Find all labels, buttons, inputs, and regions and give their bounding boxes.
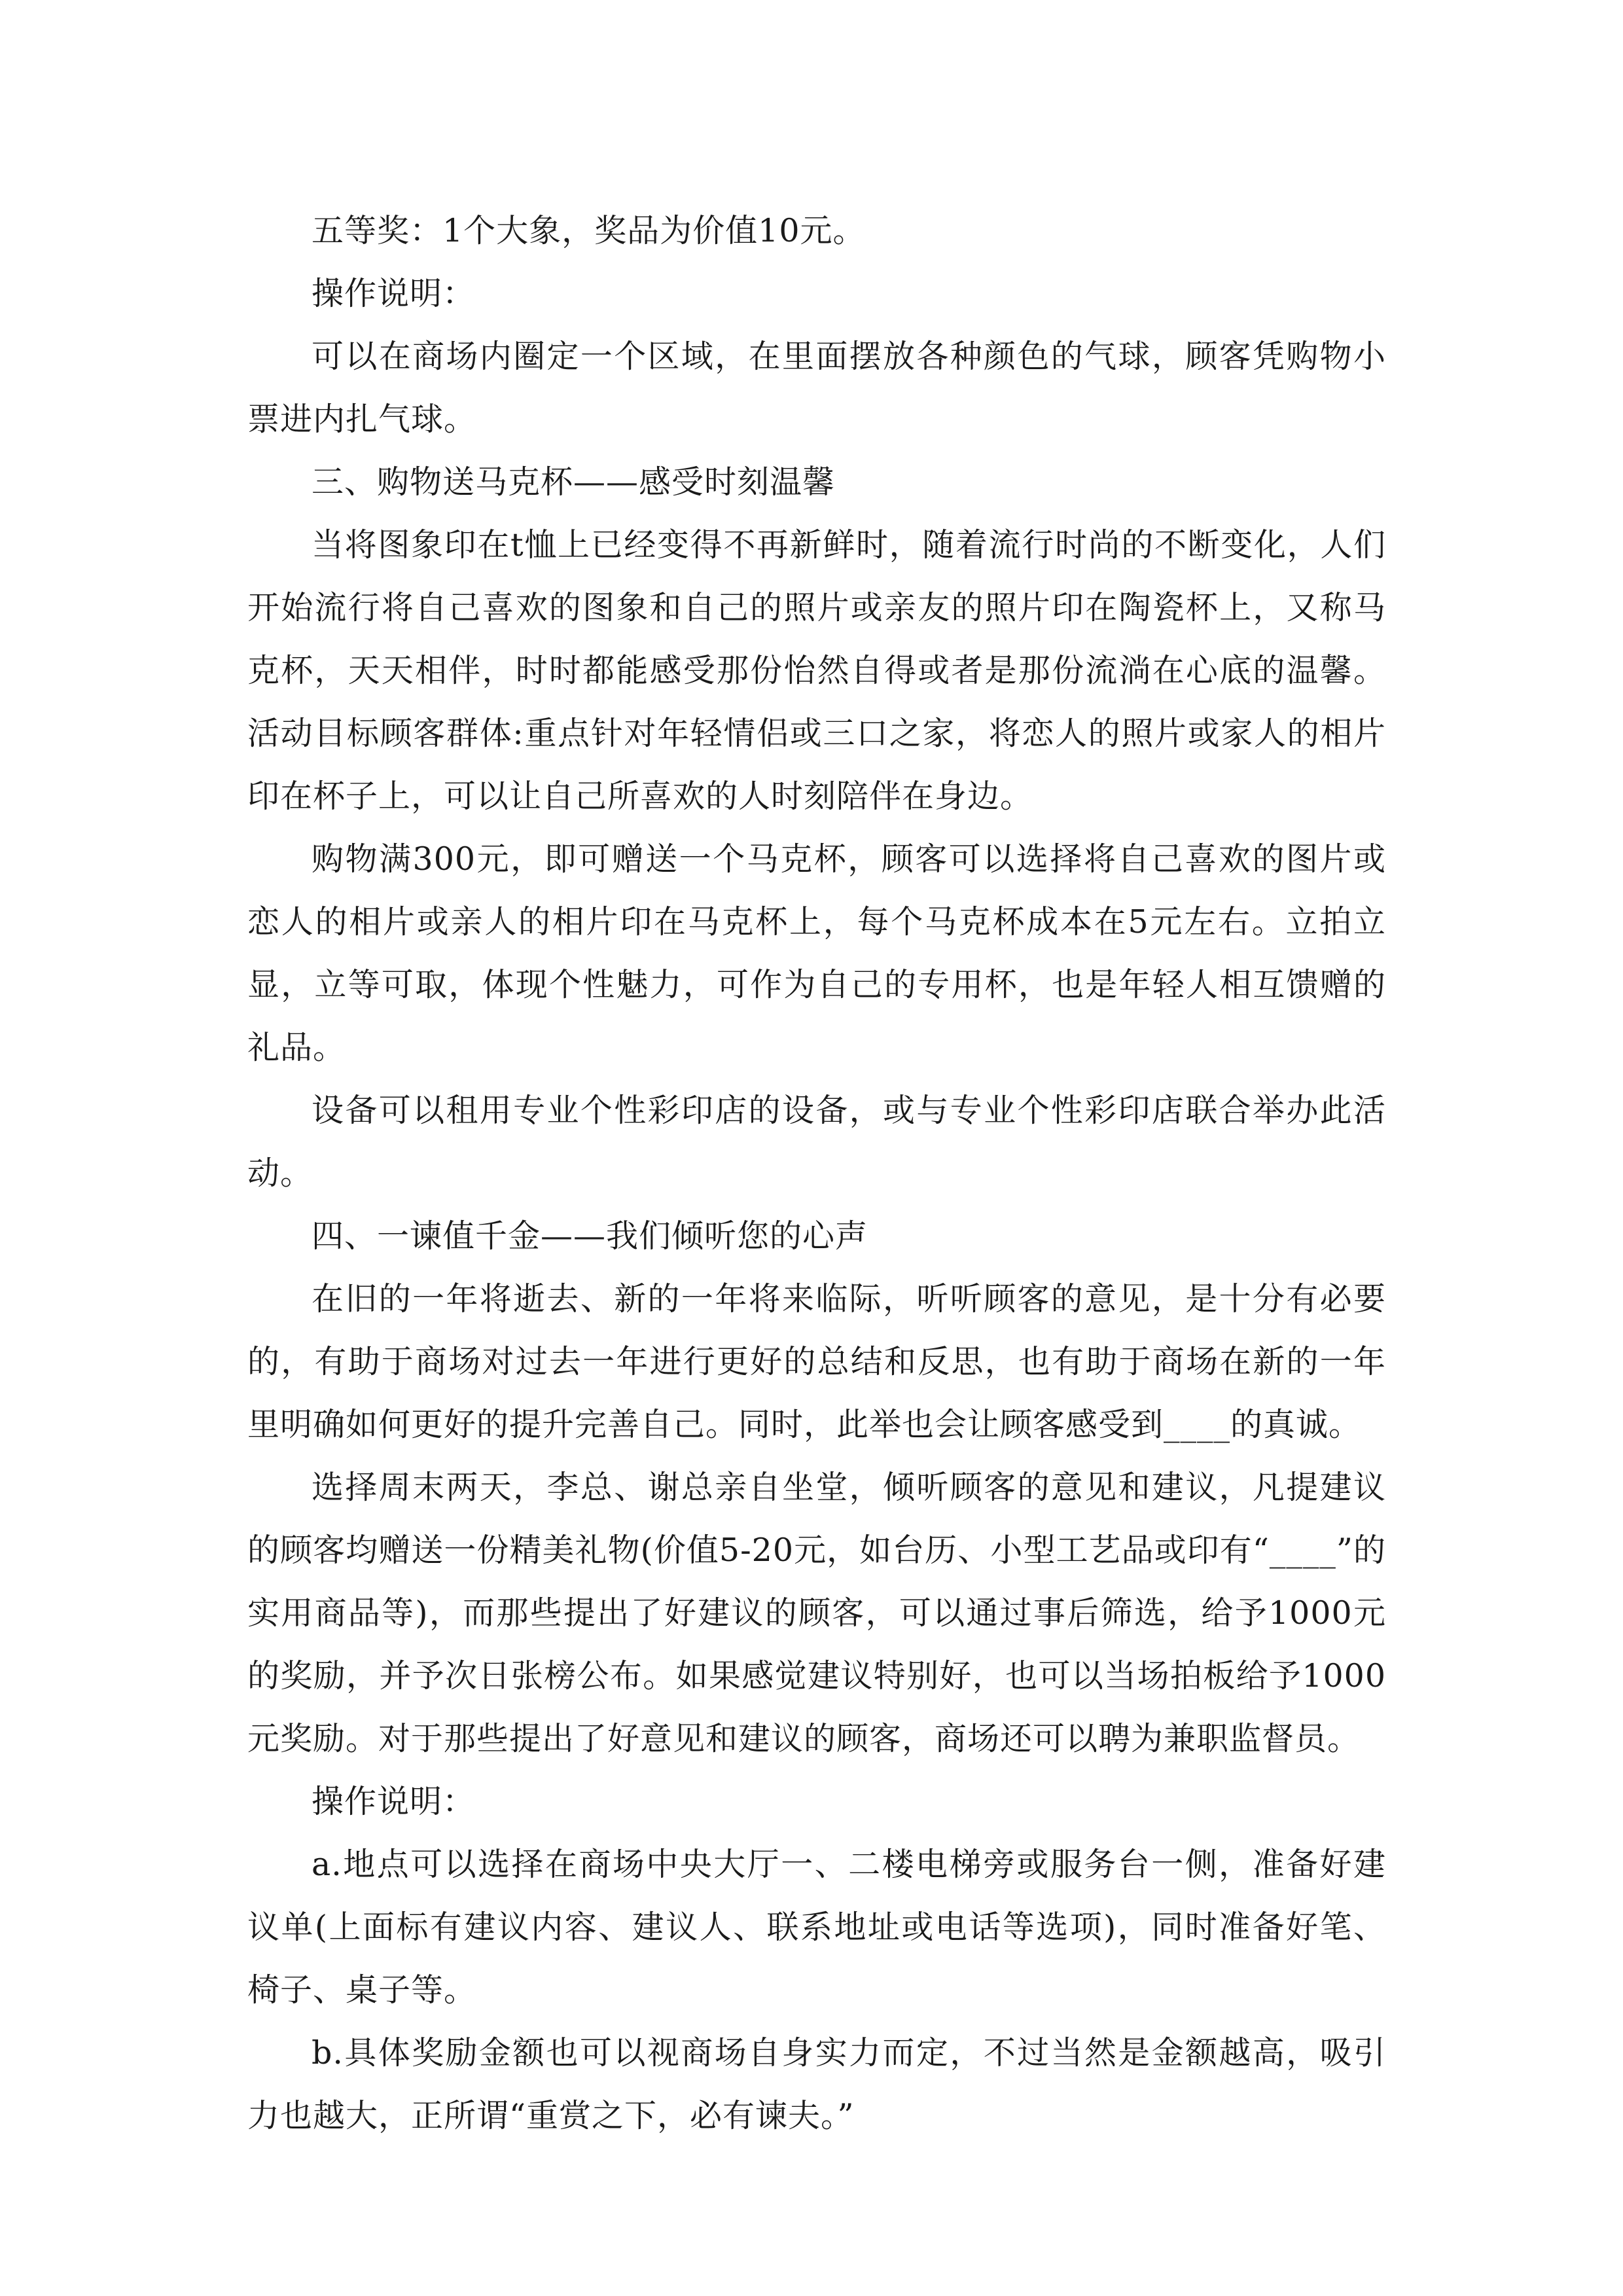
paragraph-operation-a: a.地点可以选择在商场中央大厅一、二楼电梯旁或服务台一侧，准备好建议单(上面标有建议内容、建议人、联系地址或电话等选项)，同时准备好笔、椅子、桌子等。 xyxy=(247,1846,1387,2009)
paragraph-mug-intro: 当将图象印在t恤上已经变得不再新鲜时，随着流行时尚的不断变化，人们开始流行将自己喜欢的图象和自己的照片或亲友的照片印在陶瓷杯上，又称马克杯，天天相伴，时时都能感受那份怡然自得或者是那份流淌在心底的温馨。活动目标顾客群体:重点针对年轻情侣或三口之家，将恋人的照片或家人的相片印在杯子上，可以让自己所喜欢的人时刻陪伴在身边。 xyxy=(247,526,1386,815)
paragraph-feedback-intro: 在旧的一年将逝去、新的一年将来临际，听听顾客的意见，是十分有必要的，有助于商场对过去一年进行更好的总结和反思，也有助于商场在新的一年里明确如何更好的提升完善自己。同时，此举也会让顾客感受到____的真诚。 xyxy=(247,1280,1386,1443)
paragraph-mug-offer: 购物满300元，即可赠送一个马克杯，顾客可以选择将自己喜欢的图片或恋人的相片或亲人的相片印在马克杯上，每个马克杯成本在5元左右。立拍立显，立等可取，体现个性魅力，可作为自己的专用杯，也是年轻人相互馈赠的礼品。 xyxy=(247,840,1386,1066)
paragraph-operation-b: b.具体奖励金额也可以视商场自身实力而定，不过当然是金额越高，吸引力也越大，正所谓“重赏之下，必有谏夫。” xyxy=(247,2034,1386,2134)
paragraph-operation-heading-1: 操作说明： xyxy=(312,275,476,312)
paragraph-prize-five: 五等奖：1个大象，奖品为价值10元。 xyxy=(312,212,866,249)
paragraph-mug-equipment: 设备可以租用专业个性彩印店的设备，或与专业个性彩印店联合举办此活动。 xyxy=(247,1092,1386,1192)
document-body xyxy=(247,200,1386,2147)
paragraph-feedback-details: 选择周末两天，李总、谢总亲自坐堂，倾听顾客的意见和建议，凡提建议的顾客均赠送一份精美礼物(价值5-20元，如台历、小型工艺品或印有“____”的实用商品等)，而那些提出了好建议的顾客，可以通过事后筛选，给予1000元的奖励，并予次日张榜公布。如果感觉建议特别好，也可以当场拍板给予1000元奖励。对于那些提出了好意见和建议的顾客，商场还可以聘为兼职监督员。 xyxy=(247,1469,1386,1757)
section-heading-mug: 三、购物送马克杯——感受时刻温馨 xyxy=(312,463,836,501)
paragraph-operation-heading-2: 操作说明： xyxy=(312,1783,476,1820)
paragraph-balloon-instructions: 可以在商场内圈定一个区域，在里面摆放各种颜色的气球，顾客凭购物小票进内扎气球。 xyxy=(247,338,1386,438)
section-heading-feedback: 四、一谏值千金——我们倾听您的心声 xyxy=(312,1217,868,1255)
